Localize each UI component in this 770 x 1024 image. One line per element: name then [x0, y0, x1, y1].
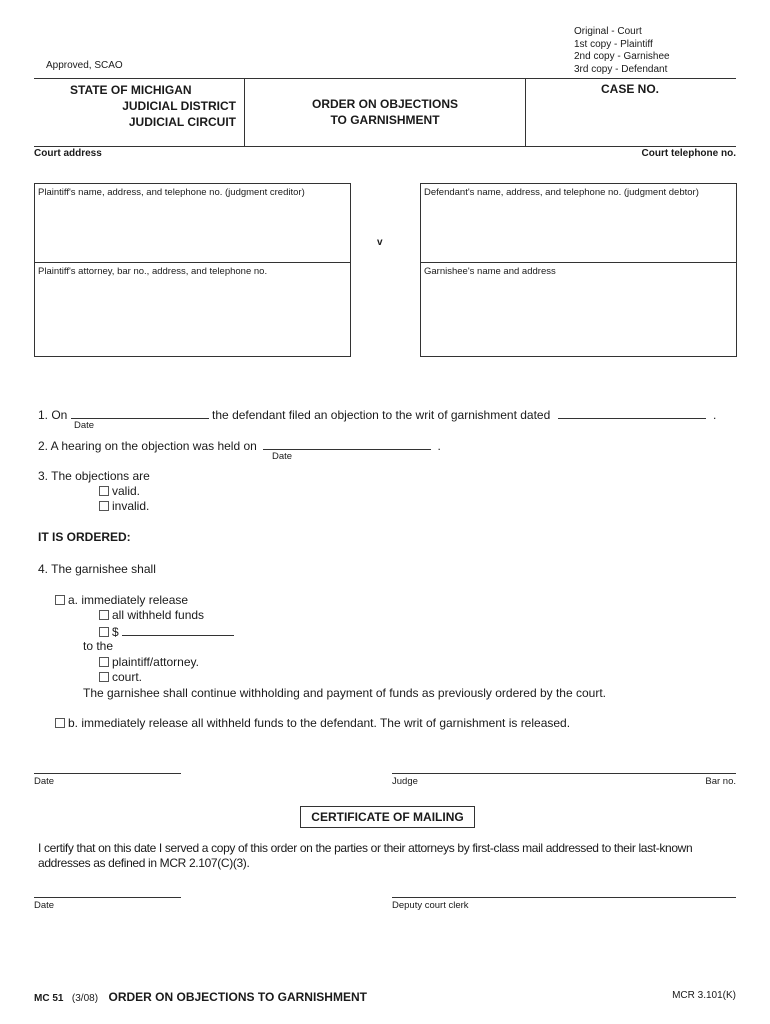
footer-title: ORDER ON OBJECTIONS TO GARNISHMENT: [108, 990, 367, 1004]
plaintiff-attorney-option-label: plaintiff/attorney.: [112, 655, 199, 669]
deputy-clerk-caption: Deputy court clerk: [392, 900, 469, 911]
plaintiff-attorney-option[interactable]: [99, 655, 199, 669]
all-withheld-checkbox[interactable]: [99, 610, 109, 620]
court-checkbox[interactable]: [99, 672, 109, 682]
item-2-date-caption: Date: [272, 451, 293, 462]
plaintiff-field[interactable]: [38, 202, 346, 258]
footer-rule-reference: MCR 3.101(K): [672, 990, 736, 1001]
header-divider-left: [244, 78, 245, 146]
option-b-checkbox[interactable]: [55, 718, 65, 728]
garnishee-field[interactable]: [424, 281, 732, 351]
item-1: [38, 406, 716, 422]
court-telephone-label: Court telephone no.: [641, 148, 736, 159]
court-option[interactable]: [99, 670, 142, 684]
case-no-field[interactable]: [532, 96, 732, 142]
defendant-field[interactable]: [424, 202, 732, 258]
form-revision: (3/08): [71, 993, 99, 1004]
amount-option[interactable]: [99, 623, 234, 639]
item-1-period: .: [712, 408, 717, 422]
option-a-checkbox[interactable]: [55, 595, 65, 605]
form-title: [250, 96, 520, 128]
header-top-rule: [34, 78, 736, 79]
item-2-period: .: [437, 439, 441, 453]
plaintiff-box-divider: [34, 262, 351, 263]
all-withheld-label: all withheld funds: [112, 608, 205, 622]
item-3-label: 3. The objections are: [38, 469, 150, 483]
plaintiff-attorney-label: Plaintiff's attorney, bar no., address, and telephone no.: [38, 266, 268, 277]
invalid-label: invalid.: [112, 499, 150, 513]
item-4-label: 4. The garnishee shall: [38, 562, 156, 576]
clerk-date-caption: Date: [34, 900, 55, 911]
invalid-checkbox[interactable]: [99, 501, 109, 511]
garnishee-label: Garnishee's name and address: [424, 266, 556, 277]
plaintiff-label: Plaintiff's name, address, and telephone no. (judgment creditor): [38, 187, 305, 198]
certificate-text-line2: addresses as defined in MCR 2.107(C)(3).: [38, 856, 250, 870]
state-name: STATE OF MICHIGAN: [70, 83, 192, 97]
valid-label: valid.: [112, 484, 141, 498]
judicial-district: JUDICIAL DISTRICT: [122, 99, 236, 113]
form-number: MC 51: [34, 993, 64, 1004]
amount-checkbox[interactable]: [99, 627, 109, 637]
item-1-date-caption: Date: [74, 420, 95, 431]
option-a-label: a. immediately release: [68, 593, 189, 607]
item-2: [38, 437, 441, 453]
bar-no-caption: Bar no.: [705, 776, 736, 787]
plaintiff-attorney-checkbox[interactable]: [99, 657, 109, 667]
objection-filed-date-field[interactable]: [71, 406, 209, 419]
to-the-label: to the: [83, 639, 114, 653]
option-b-label: b. immediately release all withheld funds to the defendant. The writ of garnishment is released.: [68, 716, 571, 730]
distribution-first-copy: 1st copy - Plaintiff: [574, 38, 653, 50]
option-b[interactable]: [55, 716, 570, 730]
dollar-sign: $: [112, 625, 119, 639]
it-is-ordered-heading: IT IS ORDERED:: [38, 530, 131, 544]
court-option-label: court.: [112, 670, 143, 684]
valid-checkbox[interactable]: [99, 486, 109, 496]
judge-date-line[interactable]: [34, 773, 181, 774]
judge-caption: Judge: [392, 776, 418, 787]
hearing-date-field[interactable]: [263, 437, 431, 450]
distribution-list: [574, 26, 670, 76]
distribution-second-copy: 2nd copy - Garnishee: [574, 51, 670, 62]
case-no-label: CASE NO.: [600, 82, 659, 96]
distribution-third-copy: 3rd copy - Defendant: [574, 63, 668, 75]
court-address-label: Court address: [34, 148, 102, 159]
item-1-middle: the defendant filed an objection to the writ of garnishment dated: [212, 408, 551, 422]
writ-date-field[interactable]: [558, 406, 706, 419]
plaintiff-attorney-field[interactable]: [38, 281, 346, 351]
certificate-text-line1: I certify that on this date I served a copy of this order on the parties or their attorneys by first-class mail addressed to their last-known: [38, 841, 693, 855]
judge-date-caption: Date: [34, 776, 55, 787]
versus-label: v: [377, 237, 383, 248]
distribution-original: Original - Court: [574, 26, 642, 37]
valid-option[interactable]: [99, 484, 140, 498]
continue-withholding-text: The garnishee shall continue withholding and payment of funds as previously ordered by the court.: [83, 686, 606, 700]
all-withheld-option[interactable]: [99, 608, 204, 622]
judge-signature-line[interactable]: [392, 773, 736, 774]
certificate-title: CERTIFICATE OF MAILING: [300, 806, 475, 828]
invalid-option[interactable]: [99, 499, 149, 513]
court-header: [40, 82, 236, 130]
certificate-text: [38, 841, 738, 871]
item-1-prefix: 1. On: [38, 408, 68, 422]
clerk-date-line[interactable]: [34, 897, 181, 898]
header-bottom-rule: [34, 146, 736, 147]
approved-label: Approved, SCAO: [46, 60, 123, 71]
form-title-line2: TO GARNISHMENT: [330, 113, 440, 127]
header-divider-right: [525, 78, 526, 146]
footer: [34, 988, 367, 1006]
amount-field[interactable]: [122, 623, 234, 636]
defendant-box-divider: [420, 262, 737, 263]
form-title-line1: ORDER ON OBJECTIONS: [311, 97, 458, 111]
item-2-prefix: 2. A hearing on the objection was held on: [38, 439, 257, 453]
clerk-signature-line[interactable]: [392, 897, 736, 898]
option-a[interactable]: [55, 593, 188, 607]
defendant-label: Defendant's name, address, and telephone no. (judgment debtor): [424, 187, 699, 198]
judicial-circuit: JUDICIAL CIRCUIT: [128, 115, 236, 129]
